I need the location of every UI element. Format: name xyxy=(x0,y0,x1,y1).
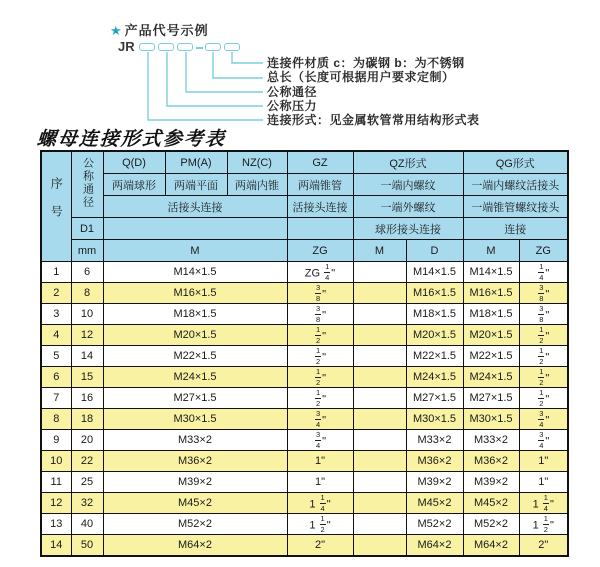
fraction: $\frac{1}{2}$ xyxy=(315,388,321,408)
table-cell: 1" xyxy=(519,451,568,472)
table-cell: M24×1.5 xyxy=(406,367,463,388)
table-cell: M30×1.5 xyxy=(103,409,287,430)
header-desc-qd: 两端球形 xyxy=(103,174,165,196)
table-cell xyxy=(353,493,406,514)
header-desc-gz: 两端锥管 xyxy=(287,174,353,196)
header-row-groups xyxy=(41,151,568,174)
table-cell: 15 xyxy=(71,367,103,388)
table-cell: 8 xyxy=(41,409,71,430)
fraction: $\frac{3}{4}$ xyxy=(315,409,321,429)
table-cell: 1" xyxy=(287,472,353,493)
fraction: $\frac{1}{4}$ xyxy=(325,262,330,282)
table-cell: M36×2 xyxy=(103,451,287,472)
table-cell: M36×2 xyxy=(406,451,463,472)
table-cell: 50 xyxy=(71,535,103,557)
table-cell: M20×1.5 xyxy=(103,325,287,346)
table-cell: 1 $\frac{1}{2}$ " xyxy=(287,514,353,535)
unit-mm: mm xyxy=(71,240,103,262)
table-cell: M33×2 xyxy=(463,430,519,451)
table-cell: M64×2 xyxy=(406,535,463,557)
table-row xyxy=(41,325,568,346)
header-taper-joint-qg: 一端锥管螺纹接头 xyxy=(463,196,568,218)
table-cell: M27×1.5 xyxy=(406,388,463,409)
table-cell: $\frac{3}{4}$ " xyxy=(519,430,568,451)
table-cell: M30×1.5 xyxy=(406,409,463,430)
table-cell: M39×2 xyxy=(463,472,519,493)
table-row xyxy=(41,346,568,367)
header-group-nzc: NZ(C) xyxy=(227,151,287,174)
table-row xyxy=(41,451,568,472)
table-cell: 6 xyxy=(71,262,103,283)
diagram-title-text: 产品代号示例 xyxy=(124,23,209,38)
table-cell: 25 xyxy=(71,472,103,493)
table-cell: M16×1.5 xyxy=(103,283,287,304)
table-cell: M14×1.5 xyxy=(463,262,519,283)
header-blank-left xyxy=(103,218,287,240)
label-connection: 连接形式：见金属软管常用结构形式表 xyxy=(267,113,480,127)
header-ball-joint-qz: 球形接头连接 xyxy=(353,218,463,240)
header-union-left: 活接头连接 xyxy=(103,196,287,218)
table-title: 螺母连接形式参考表 xyxy=(36,129,227,150)
header-seq: 序号 xyxy=(41,151,71,262)
table-cell: 6 xyxy=(41,367,71,388)
table-cell: $\frac{1}{2}$ " xyxy=(287,388,353,409)
fraction: $\frac{1}{2}$ xyxy=(539,346,544,366)
table-cell: 1 $\frac{1}{4}$ " xyxy=(287,493,353,514)
table-cell xyxy=(353,283,406,304)
header-row-desc1 xyxy=(41,174,568,196)
table-cell: M39×2 xyxy=(406,472,463,493)
header-desc-nzc: 两端内锥 xyxy=(227,174,287,196)
table-cell xyxy=(353,346,406,367)
header-desc-qg: 一端内螺纹活接头 xyxy=(463,174,568,196)
code-box-2 xyxy=(158,43,174,51)
table-cell xyxy=(353,388,406,409)
unit-d-qz: D xyxy=(406,240,463,262)
table-cell: 7 xyxy=(41,388,71,409)
table-cell: $\frac{3}{8}$ " xyxy=(519,304,568,325)
unit-m-qg: M xyxy=(463,240,519,262)
table-cell: $\frac{1}{2}$ " xyxy=(519,346,568,367)
table-cell: M52×2 xyxy=(103,514,287,535)
table-cell: 3 xyxy=(41,304,71,325)
product-code-prefix: JR xyxy=(118,39,135,54)
header-desc-qz: 一端内螺纹 xyxy=(353,174,463,196)
table-cell: M39×2 xyxy=(103,472,287,493)
table-cell: $\frac{3}{8}$ " xyxy=(287,304,353,325)
fraction: $\frac{1}{2}$ xyxy=(539,367,544,387)
table-body xyxy=(41,262,568,557)
table-row xyxy=(41,514,568,535)
table-cell xyxy=(353,304,406,325)
table-cell xyxy=(353,367,406,388)
table-cell: 22 xyxy=(71,451,103,472)
fraction: $\frac{1}{2}$ xyxy=(539,388,544,408)
fraction: $\frac{1}{2}$ xyxy=(315,346,321,366)
table-cell: 9 xyxy=(41,430,71,451)
table-cell: $\frac{3}{4}$ " xyxy=(519,409,568,430)
table-cell: 1 xyxy=(41,262,71,283)
code-box-1 xyxy=(139,43,155,51)
table-cell: M52×2 xyxy=(406,514,463,535)
fraction: $\frac{1}{2}$ xyxy=(543,514,548,534)
star-icon: ★ xyxy=(110,23,123,38)
table-cell: M45×2 xyxy=(406,493,463,514)
table-cell: 2" xyxy=(519,535,568,557)
header-group-qg: QG形式 xyxy=(463,151,568,174)
table-cell: M14×1.5 xyxy=(406,262,463,283)
table-cell: 14 xyxy=(71,346,103,367)
nut-connection-table xyxy=(40,150,569,557)
table-row xyxy=(41,262,568,283)
label-diameter: 公称通径 xyxy=(267,85,318,99)
table-cell: M45×2 xyxy=(103,493,287,514)
table-cell: 2" xyxy=(287,535,353,557)
table-cell: M30×1.5 xyxy=(463,409,519,430)
table-cell: $\frac{1}{2}$ " xyxy=(287,367,353,388)
table-cell: 14 xyxy=(41,535,71,557)
fraction: $\frac{3}{8}$ xyxy=(539,304,544,324)
table-cell: $\frac{1}{2}$ " xyxy=(287,325,353,346)
table-row xyxy=(41,388,568,409)
table-row xyxy=(41,493,568,514)
table-cell: 12 xyxy=(41,493,71,514)
table-row xyxy=(41,535,568,557)
fraction: $\frac{1}{4}$ xyxy=(539,262,544,282)
table-cell: $\frac{1}{2}$ " xyxy=(519,367,568,388)
table-cell: 11 xyxy=(41,472,71,493)
table-cell: M33×2 xyxy=(103,430,287,451)
table-cell: $\frac{1}{4}$ " xyxy=(519,262,568,283)
table-cell: 32 xyxy=(71,493,103,514)
table-cell: 18 xyxy=(71,409,103,430)
fraction: $\frac{1}{4}$ xyxy=(320,493,325,513)
table-cell: M24×1.5 xyxy=(103,367,287,388)
table-cell xyxy=(353,325,406,346)
header-ext-thread-qz: 一端外螺纹 xyxy=(353,196,463,218)
table-cell: M16×1.5 xyxy=(406,283,463,304)
fraction: $\frac{3}{4}$ xyxy=(315,430,321,450)
table-cell: M33×2 xyxy=(406,430,463,451)
header-group-qd: Q(D) xyxy=(103,151,165,174)
header-connect-qg: 连接 xyxy=(463,218,568,240)
table-cell: 1" xyxy=(287,451,353,472)
table-cell: M36×2 xyxy=(463,451,519,472)
fraction: $\frac{1}{2}$ xyxy=(315,367,321,387)
fraction: $\frac{1}{2}$ xyxy=(315,325,321,345)
fraction: $\frac{3}{8}$ xyxy=(315,283,321,303)
unit-m-qz: M xyxy=(353,240,406,262)
table-cell: M22×1.5 xyxy=(463,346,519,367)
table-cell xyxy=(353,451,406,472)
unit-zg-gz: ZG xyxy=(287,240,353,262)
table-cell xyxy=(353,430,406,451)
table-cell: 1" xyxy=(519,472,568,493)
table-cell: $\frac{3}{4}$ " xyxy=(287,430,353,451)
unit-m-main: M xyxy=(103,240,287,262)
table-cell: 10 xyxy=(41,451,71,472)
table-row xyxy=(41,430,568,451)
table-cell: M64×2 xyxy=(463,535,519,557)
table-cell: ZG $\frac{1}{4}$ " xyxy=(287,262,353,283)
table-row xyxy=(41,304,568,325)
header-group-qz: QZ形式 xyxy=(353,151,463,174)
table-cell: $\frac{1}{2}$ " xyxy=(519,388,568,409)
table-cell: 40 xyxy=(71,514,103,535)
fraction: $\frac{3}{8}$ xyxy=(315,304,321,324)
code-dash xyxy=(196,47,203,49)
fraction: $\frac{3}{8}$ xyxy=(539,283,544,303)
table-cell: M22×1.5 xyxy=(406,346,463,367)
header-group-gz: GZ xyxy=(287,151,353,174)
table-cell: 4 xyxy=(41,325,71,346)
table-cell: M20×1.5 xyxy=(406,325,463,346)
table-cell xyxy=(353,514,406,535)
table-cell xyxy=(353,535,406,557)
label-length: 总长（长度可根据用户要求定制） xyxy=(267,70,455,84)
table-cell: M18×1.5 xyxy=(463,304,519,325)
table-cell: $\frac{3}{8}$ " xyxy=(287,283,353,304)
table-cell: 1 $\frac{1}{2}$ " xyxy=(519,514,568,535)
header-union-gz: 活接头连接 xyxy=(287,196,353,218)
header-row-units xyxy=(41,240,568,262)
table-cell: M20×1.5 xyxy=(463,325,519,346)
table-cell: M64×2 xyxy=(103,535,287,557)
table-cell: 20 xyxy=(71,430,103,451)
header-row-desc2 xyxy=(41,196,568,218)
table-cell: M16×1.5 xyxy=(463,283,519,304)
header-desc-pma: 两端平面 xyxy=(165,174,227,196)
table-cell: M24×1.5 xyxy=(463,367,519,388)
table-cell: M18×1.5 xyxy=(406,304,463,325)
table-cell: 13 xyxy=(41,514,71,535)
label-pressure: 公称压力 xyxy=(267,99,318,113)
code-box-3 xyxy=(177,43,193,51)
fraction: $\frac{1}{4}$ xyxy=(543,493,548,513)
table-cell: 2 xyxy=(41,283,71,304)
table-row xyxy=(41,409,568,430)
table-cell: 16 xyxy=(71,388,103,409)
table-cell: $\frac{3}{8}$ " xyxy=(519,283,568,304)
table-cell: $\frac{3}{4}$ " xyxy=(287,409,353,430)
header-dn: 公称通径 xyxy=(71,151,103,218)
diagram-title xyxy=(110,20,209,39)
fraction: $\frac{1}{2}$ xyxy=(539,325,544,345)
table-cell xyxy=(353,472,406,493)
table-row xyxy=(41,367,568,388)
header-row-desc3 xyxy=(41,218,568,240)
table-cell xyxy=(353,409,406,430)
unit-zg-qg: ZG xyxy=(519,240,568,262)
table-cell: $\frac{1}{2}$ " xyxy=(519,325,568,346)
table-cell: M27×1.5 xyxy=(103,388,287,409)
code-box-5 xyxy=(224,43,240,51)
table-cell: 1 $\frac{1}{4}$ " xyxy=(519,493,568,514)
table-cell: M18×1.5 xyxy=(103,304,287,325)
table-cell xyxy=(353,262,406,283)
header-group-pma: PM(A) xyxy=(165,151,227,174)
table-cell: 8 xyxy=(71,283,103,304)
table-cell: 10 xyxy=(71,304,103,325)
fraction: $\frac{3}{4}$ xyxy=(539,409,544,429)
header-blank-gz xyxy=(287,218,353,240)
label-material: 连接件材质 c：为碳钢 b：为不锈钢 xyxy=(267,56,465,70)
table-cell: $\frac{1}{2}$ " xyxy=(287,346,353,367)
fraction: $\frac{3}{4}$ xyxy=(539,430,544,450)
table-cell: M52×2 xyxy=(463,514,519,535)
code-box-4 xyxy=(205,43,221,51)
table-row xyxy=(41,283,568,304)
fraction: $\frac{1}{2}$ xyxy=(320,514,325,534)
table-header xyxy=(41,151,568,262)
table-cell: M22×1.5 xyxy=(103,346,287,367)
table-cell: M14×1.5 xyxy=(103,262,287,283)
table-cell: 5 xyxy=(41,346,71,367)
table-cell: M27×1.5 xyxy=(463,388,519,409)
table-cell: M45×2 xyxy=(463,493,519,514)
header-d1: D1 xyxy=(71,218,103,240)
table-cell: 12 xyxy=(71,325,103,346)
table-row xyxy=(41,472,568,493)
